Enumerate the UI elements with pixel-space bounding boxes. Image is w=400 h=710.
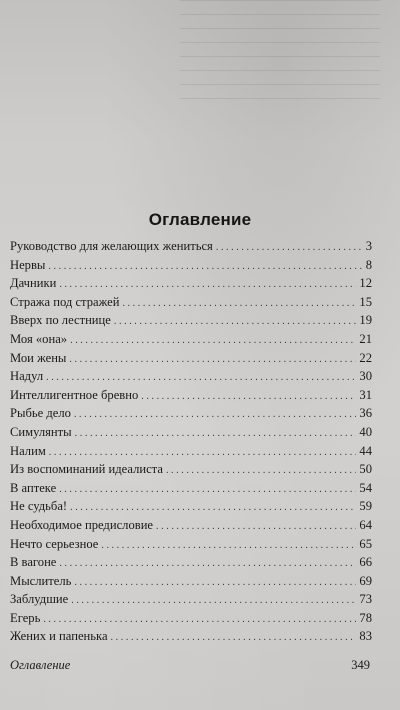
- toc-entry-title: Стража под стражей: [10, 294, 120, 309]
- toc-entry: [10, 404, 372, 423]
- toc-entry-title: Моя «она»: [10, 331, 68, 346]
- toc-dot-leader: [122, 295, 356, 314]
- toc-entry: [10, 516, 372, 535]
- toc-dot-leader: [48, 258, 362, 277]
- toc-entry: [10, 609, 372, 628]
- toc-entry-page: 8: [365, 257, 372, 272]
- toc-entry-page: 19: [359, 313, 372, 328]
- toc-entry-page: 83: [359, 629, 372, 644]
- toc-dot-leader: [141, 388, 356, 407]
- toc-entry: [10, 367, 372, 386]
- toc-entry-page: 54: [359, 480, 372, 495]
- toc-entry-page: 50: [359, 462, 372, 477]
- toc-entry-title: Нервы: [10, 257, 46, 272]
- toc-entry: [10, 256, 372, 275]
- toc-entry-title: Егерь: [10, 610, 41, 625]
- toc-dot-leader: [74, 406, 356, 425]
- toc-entry: [10, 590, 372, 609]
- toc-dot-leader: [166, 462, 356, 481]
- toc-dot-leader: [74, 574, 356, 593]
- toc-dot-leader: [216, 239, 363, 258]
- table-of-contents: [10, 237, 372, 646]
- toc-dot-leader: [101, 537, 356, 556]
- toc-dot-leader: [59, 481, 356, 500]
- toc-entry-title: В аптеке: [10, 480, 57, 495]
- toc-entry-page: 30: [359, 369, 372, 384]
- toc-entry: [10, 386, 372, 405]
- toc-entry-page: 12: [359, 276, 372, 291]
- toc-entry: [10, 572, 372, 591]
- toc-dot-leader: [114, 313, 357, 332]
- toc-dot-leader: [75, 425, 357, 444]
- toc-entry-title: Налим: [10, 443, 46, 458]
- toc-entry-page: 3: [365, 239, 372, 253]
- toc-entry-title: Нечто серьезное: [10, 536, 99, 551]
- toc-entry-title: Вверх по лестнице: [10, 313, 111, 328]
- toc-entry: [10, 497, 372, 516]
- toc-entry-page: 22: [359, 350, 372, 365]
- toc-entry-page: 36: [359, 406, 372, 421]
- toc-dot-leader: [70, 332, 356, 351]
- toc-entry-title: Руководство для желающих жениться: [10, 239, 213, 253]
- toc-entry-title: Из воспоминаний идеалиста: [10, 462, 163, 477]
- toc-entry-title: Заблудшие: [10, 592, 69, 607]
- toc-entry: [10, 349, 372, 368]
- toc-entry: [10, 330, 372, 349]
- toc-entry-page: 44: [359, 443, 372, 458]
- toc-entry-title: Симулянты: [10, 424, 72, 439]
- toc-dot-leader: [59, 555, 356, 574]
- toc-entry-title: Надул: [10, 369, 44, 384]
- toc-entry-title: Жених и папенька: [10, 629, 108, 644]
- toc-entry: [10, 535, 372, 554]
- toc-entry-title: В вагоне: [10, 555, 57, 570]
- toc-entry: [10, 423, 372, 442]
- toc-entry-page: 73: [359, 592, 372, 607]
- toc-entry: [10, 479, 372, 498]
- toc-entry-title: Интеллигентное бревно: [10, 387, 139, 402]
- toc-dot-leader: [71, 592, 356, 611]
- toc-dot-leader: [69, 351, 356, 370]
- toc-entry-title: Рыбье дело: [10, 406, 71, 421]
- page-title: Оглавление: [148, 210, 252, 229]
- toc-entry-page: 31: [359, 387, 372, 402]
- toc-entry-page: 78: [359, 610, 372, 625]
- toc-entry-title: Не судьба!: [10, 499, 68, 514]
- toc-entry-title: Необходимое предисловие: [10, 517, 154, 532]
- toc-entry: [10, 293, 372, 312]
- toc-entry-page: 40: [359, 424, 372, 439]
- toc-entry-page: 69: [359, 573, 372, 588]
- toc-entry: [10, 237, 372, 256]
- toc-entry-page: 64: [359, 517, 372, 532]
- toc-entry-page: 65: [359, 536, 372, 551]
- toc-dot-leader: [111, 629, 357, 648]
- page-number: 349: [351, 658, 370, 672]
- toc-entry: [10, 274, 372, 293]
- toc-entry-page: 59: [359, 499, 372, 514]
- toc-entry-page: 66: [359, 555, 372, 570]
- toc-entry-page: 15: [359, 294, 372, 309]
- running-title: Оглавление: [10, 658, 71, 672]
- toc-entry-title: Мои жены: [10, 350, 67, 365]
- toc-entry-title: Мыслитель: [10, 573, 72, 588]
- toc-dot-leader: [156, 518, 356, 537]
- toc-entry-title: Дачники: [10, 276, 57, 291]
- toc-entry-page: 21: [359, 331, 372, 346]
- toc-entry: [10, 553, 372, 572]
- toc-entry: [10, 627, 372, 646]
- toc-entry: [10, 442, 372, 461]
- show-through-text: [180, 0, 380, 150]
- toc-entry: [10, 460, 372, 479]
- toc-entry: [10, 311, 372, 330]
